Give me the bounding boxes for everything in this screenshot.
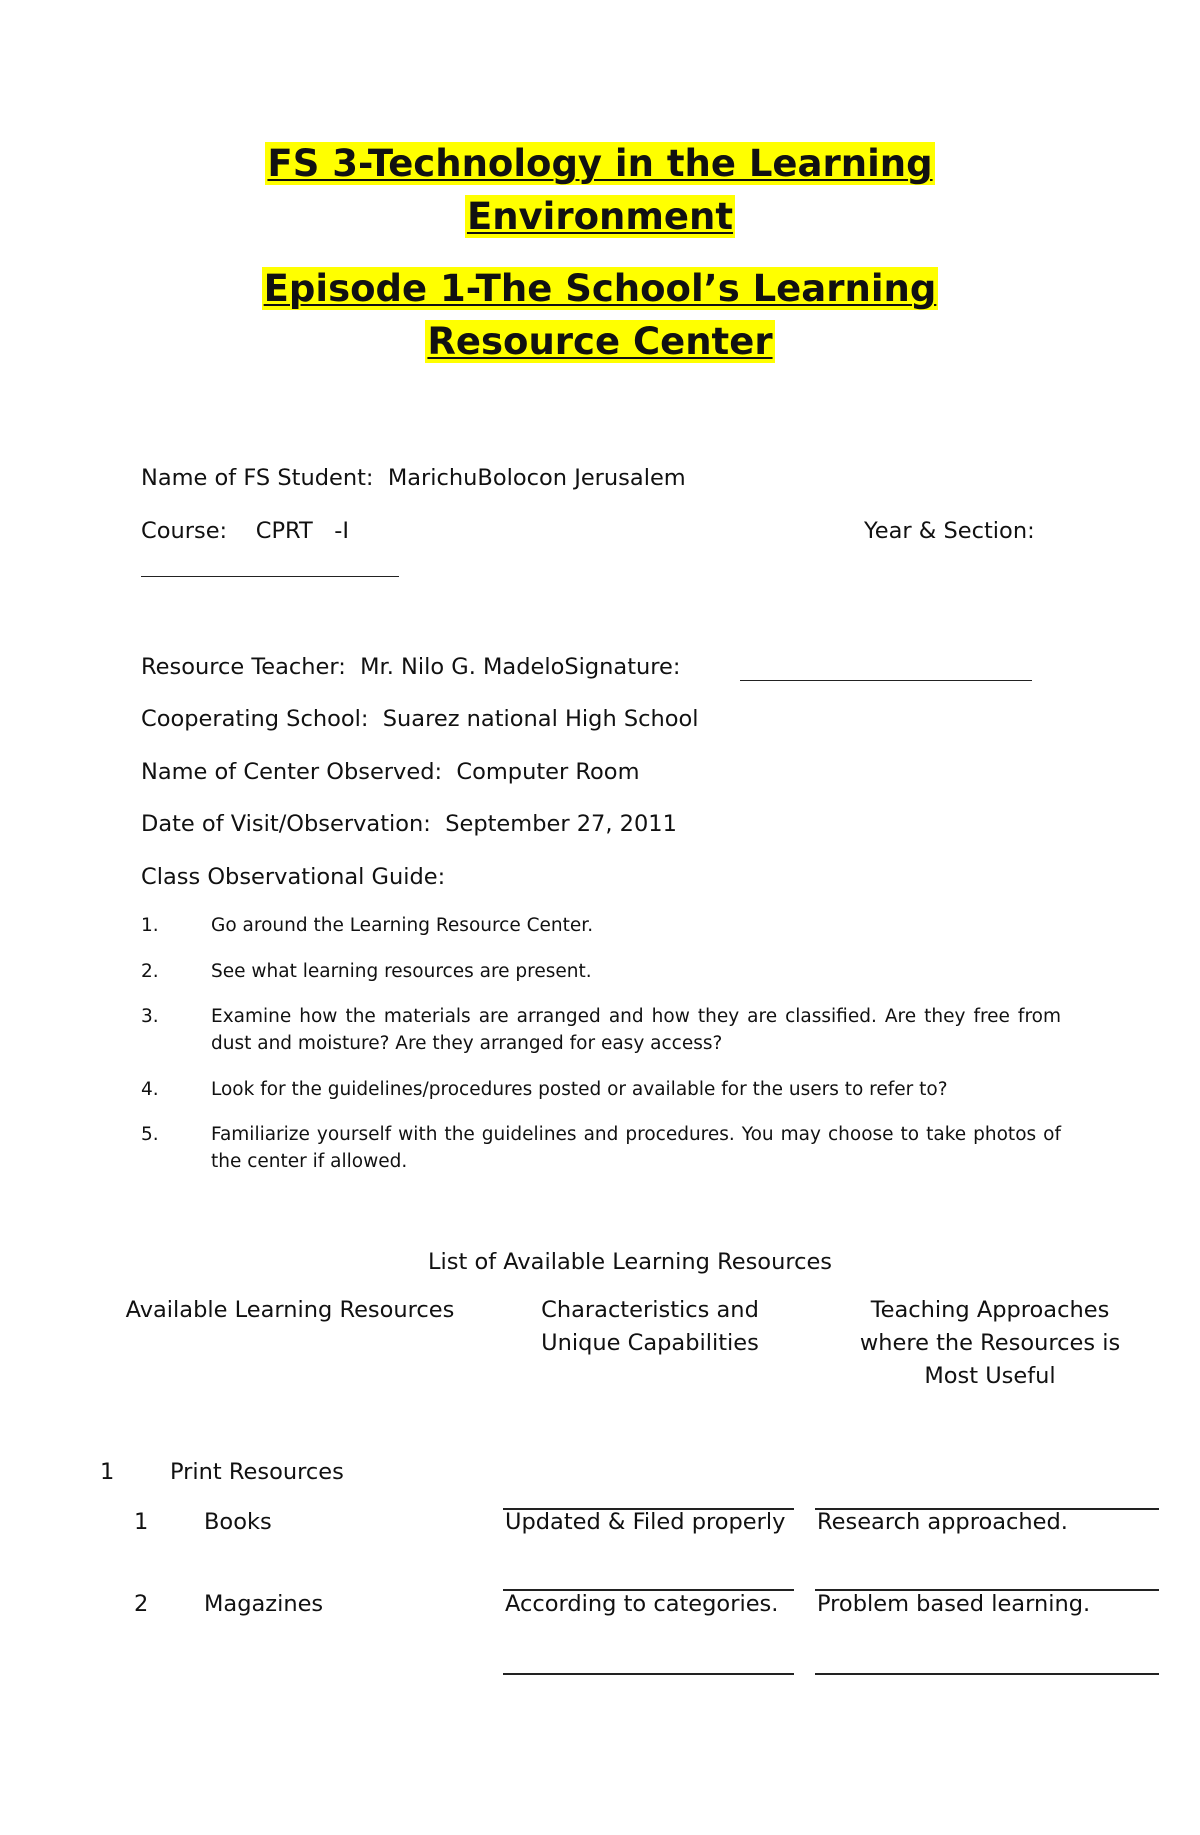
guide-item [141,1121,1061,1175]
guide-item [141,1003,1061,1057]
document-title-line-1: FS 3-Technology in the Learning [267,142,933,185]
guide-item-text: Look for the guidelines/procedures posted or available for the users to refer to? [211,1079,948,1100]
column-header-characteristics: Characteristics and Unique Capabilities [541,1297,759,1356]
course-value: CPRT -I [255,518,349,544]
resource-characteristics: Updated & Filed properly [505,1509,786,1535]
column-header-resources: Available Learning Resources [125,1297,455,1323]
table-rule [815,1673,1159,1675]
resource-approach: Research approached. [817,1509,1068,1535]
guide-item [141,958,1061,985]
row-number: 2 [134,1591,149,1617]
resource-name: Magazines [204,1591,324,1617]
course-label: Course: [141,518,228,544]
center-observed-field [141,758,639,786]
table-rule [503,1673,794,1675]
teacher-label: Resource Teacher: [141,654,346,680]
table-caption: List of Available Learning Resources [427,1249,833,1275]
row-number: 1 [134,1509,149,1535]
guide-item-number: 1. [141,915,159,936]
student-name-field [141,464,686,492]
episode-title-line-2: Resource Center [427,320,773,363]
guide-item [141,1076,1061,1103]
guide-item-text: Go around the Learning Resource Center. [211,915,594,936]
observational-guide-heading: Class Observational Guide: [141,864,446,890]
guide-item-text: Familiarize yourself with the guidelines and procedures. You may choose to take photos of the center if allowed. [211,1124,1061,1172]
cooperating-school-field [141,705,699,733]
signature-label: Signature: [564,654,681,680]
episode-title-line-1: Episode 1-The School’s Learning [263,267,937,310]
guide-item-number: 4. [141,1079,159,1100]
section-number: 1 [100,1459,115,1485]
section-label: Print Resources [170,1459,344,1485]
school-value: Suarez national High School [382,706,699,732]
resource-teacher-field [141,653,688,681]
school-label: Cooperating School: [141,706,369,732]
guide-item-text: See what learning resources are present. [211,961,592,982]
guide-item-number: 5. [141,1124,159,1145]
date-value: September 27, 2011 [445,811,677,837]
year-section-blank[interactable] [141,576,399,577]
document-title-line-2: Environment [466,195,734,238]
center-value: Computer Room [456,759,640,785]
column-header-approaches: Teaching Approaches where the Resources is Most Useful [859,1297,1121,1389]
student-name-value: MarichuBolocon Jerusalem [387,465,686,491]
year-section-label: Year & Section: [864,518,1035,544]
guide-item-number: 2. [141,961,159,982]
signature-blank[interactable] [740,680,1032,681]
guide-item-number: 3. [141,1006,159,1027]
teacher-value: Mr. Nilo G. Madelo [360,654,565,680]
student-name-label: Name of FS Student: [141,465,374,491]
resource-name: Books [204,1509,272,1535]
resource-approach: Problem based learning. [817,1591,1091,1617]
resource-characteristics: According to categories. [505,1591,779,1617]
center-label: Name of Center Observed: [141,759,443,785]
date-field [141,810,677,838]
date-label: Date of Visit/Observation: [141,811,431,837]
course-field [141,517,349,545]
guide-item-text: Examine how the materials are arranged and how they are classified. Are they free from dust and moisture? Are they arranged for easy access? [211,1006,1061,1054]
guide-item [141,912,1061,939]
